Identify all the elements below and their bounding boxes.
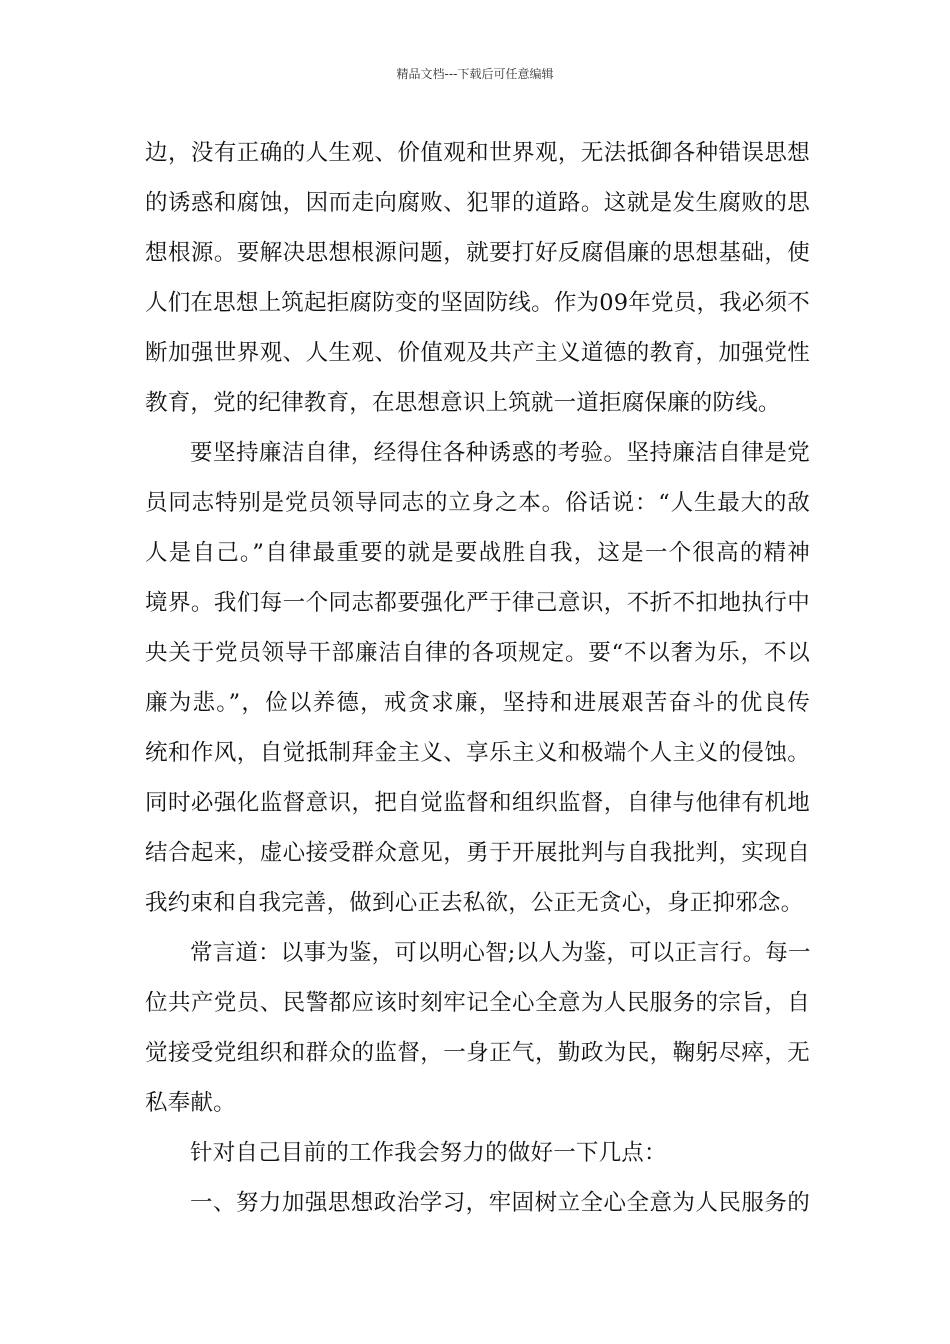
text-line: 员同志特别是党员领导同志的立身之本。俗话说：“人生最大的敌 [145, 490, 810, 516]
text-line: 结合起来，虚心接受群众意见，勇于开展批判与自我批判，实现自 [145, 840, 810, 866]
text-line: 同时必强化监督意识，把自觉监督和组织监督，自律与他律有机地 [145, 790, 810, 816]
text-line: 觉接受党组织和群众的监督，一身正气，勤政为民，鞠躬尽瘁，无 [145, 1040, 810, 1066]
text-line: 断加强世界观、人生观、价值观及共产主义道德的教育，加强党性 [145, 340, 810, 366]
text-line: 境界。我们每一个同志都要强化严于律己意识，不折不扣地执行中 [145, 590, 810, 616]
text-line: 常言道：以事为鉴，可以明心智;以人为鉴，可以正言行。每一 [190, 940, 811, 966]
text-line: 私奉献。 [145, 1090, 236, 1116]
paragraph [145, 928, 810, 1128]
text-line: 边，没有正确的人生观、价值观和世界观，无法抵御各种错误思想 [145, 140, 810, 166]
text-line: 想根源。要解决思想根源问题，就要打好反腐倡廉的思想基础，使 [145, 240, 810, 266]
paragraph [145, 1178, 810, 1228]
text-line: 的诱惑和腐蚀，因而走向腐败、犯罪的道路。这就是发生腐败的思 [145, 190, 810, 216]
text-line: 人们在思想上筑起拒腐防变的坚固防线。作为09年党员，我必须不 [145, 290, 810, 316]
text-line: 人是自己。”自律最重要的就是要战胜自我，这是一个很高的精神 [145, 540, 810, 566]
paragraph [145, 1128, 810, 1178]
text-line: 廉为悲。”，俭以养德，戒贪求廉，坚持和进展艰苦奋斗的优良传 [145, 690, 810, 716]
paragraph [145, 128, 810, 428]
document-body [145, 128, 810, 1228]
text-line: 央关于党员领导干部廉洁自律的各项规定。要“不以奢为乐，不以 [145, 640, 810, 666]
paragraph [145, 428, 810, 928]
text-line: 我约束和自我完善，做到心正去私欲，公正无贪心，身正抑邪念。 [145, 890, 804, 916]
text-line: 统和作风，自觉抵制拜金主义、享乐主义和极端个人主义的侵蚀。 [145, 740, 810, 766]
text-line: 要坚持廉洁自律，经得住各种诱惑的考验。坚持廉洁自律是党 [190, 440, 810, 466]
text-line: 位共产党员、民警都应该时刻牢记全心全意为人民服务的宗旨，自 [145, 990, 810, 1016]
text-line: 针对自己目前的工作我会努力的做好一下几点： [190, 1140, 667, 1166]
text-line: 教育，党的纪律教育，在思想意识上筑就一道拒腐保廉的防线。 [145, 390, 781, 416]
page-header: 精品文档---下载后可任意编辑 [396, 67, 554, 81]
text-line: 一、努力加强思想政治学习，牢固树立全心全意为人民服务的 [190, 1190, 810, 1216]
